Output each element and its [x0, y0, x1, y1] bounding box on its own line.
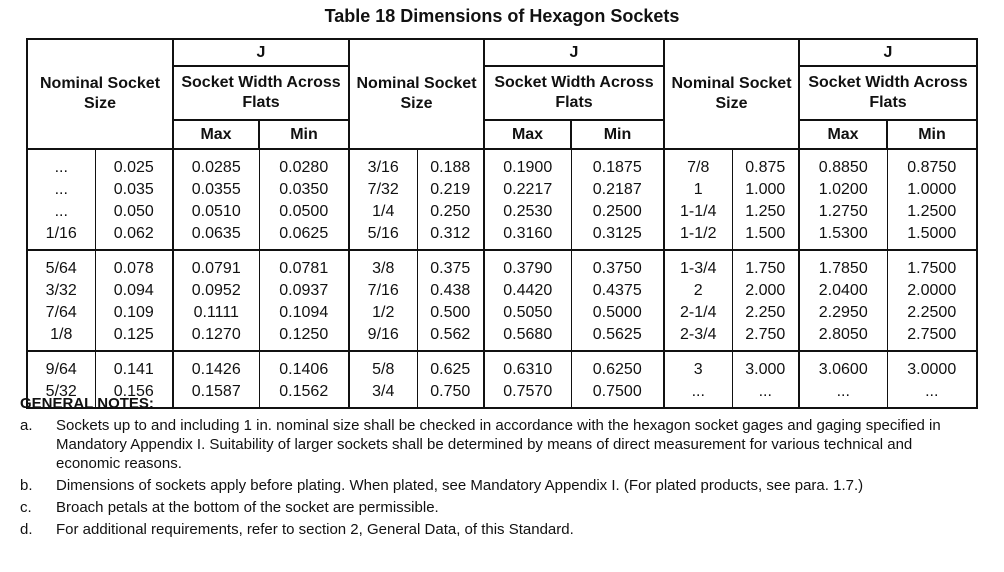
- table-row: [27, 149, 977, 179]
- table-row: [27, 351, 977, 381]
- socket-width-header: Socket Width Across Flats: [484, 66, 664, 120]
- nominal-fraction-cell: 3/32: [27, 280, 95, 302]
- width-min-cell: 0.0625: [259, 223, 349, 250]
- nominal-decimal-cell: 0.188: [417, 149, 484, 179]
- nominal-decimal-cell: 0.141: [95, 351, 173, 381]
- width-max-cell: 0.0355: [173, 179, 259, 201]
- nominal-decimal-cell: 0.312: [417, 223, 484, 250]
- width-min-cell: 2.2500: [887, 302, 977, 324]
- width-min-cell: 0.1562: [259, 381, 349, 408]
- nominal-fraction-cell: 3: [664, 351, 732, 381]
- width-max-cell: 0.3790: [484, 250, 571, 280]
- width-max-cell: 0.3160: [484, 223, 571, 250]
- note-item: [20, 498, 980, 517]
- socket-width-header: Socket Width Across Flats: [799, 66, 977, 120]
- nominal-decimal-cell: 1.000: [732, 179, 799, 201]
- width-max-cell: 1.2750: [799, 201, 887, 223]
- nominal-decimal-cell: 0.750: [417, 381, 484, 408]
- width-min-cell: 2.7500: [887, 324, 977, 351]
- note-item: [20, 416, 980, 473]
- note-letter: a.: [20, 417, 33, 434]
- width-max-cell: 0.1587: [173, 381, 259, 408]
- socket-width-header: Socket Width Across Flats: [173, 66, 349, 120]
- width-min-cell: 0.5000: [571, 302, 664, 324]
- nominal-decimal-cell: 0.109: [95, 302, 173, 324]
- nominal-fraction-cell: 1-3/4: [664, 250, 732, 280]
- nominal-decimal-cell: 0.625: [417, 351, 484, 381]
- nominal-fraction-cell: 2-3/4: [664, 324, 732, 351]
- width-max-cell: 0.2217: [484, 179, 571, 201]
- width-min-cell: 1.0000: [887, 179, 977, 201]
- nominal-fraction-cell: 9/16: [349, 324, 417, 351]
- nominal-decimal-cell: 2.000: [732, 280, 799, 302]
- width-max-cell: 0.5050: [484, 302, 571, 324]
- width-min-cell: 0.2187: [571, 179, 664, 201]
- j-header: J: [799, 39, 977, 66]
- table-row: [27, 250, 977, 280]
- nominal-fraction-cell: 2-1/4: [664, 302, 732, 324]
- nominal-fraction-cell: 1/2: [349, 302, 417, 324]
- width-min-cell: 1.2500: [887, 201, 977, 223]
- width-min-cell: 0.0280: [259, 149, 349, 179]
- nominal-fraction-cell: 1/4: [349, 201, 417, 223]
- nominal-decimal-cell: 0.375: [417, 250, 484, 280]
- nominal-fraction-cell: ...: [664, 381, 732, 408]
- nominal-fraction-cell: 3/4: [349, 381, 417, 408]
- nominal-fraction-cell: 5/32: [27, 381, 95, 408]
- width-min-cell: 0.4375: [571, 280, 664, 302]
- width-max-cell: 0.1270: [173, 324, 259, 351]
- nominal-fraction-cell: 7/64: [27, 302, 95, 324]
- notes-heading: GENERAL NOTES:: [20, 395, 154, 412]
- width-min-cell: 0.1875: [571, 149, 664, 179]
- width-min-cell: 0.5625: [571, 324, 664, 351]
- nominal-decimal-cell: 0.078: [95, 250, 173, 280]
- min-header: Min: [259, 120, 349, 149]
- note-item: [20, 476, 980, 495]
- table-row: [27, 302, 977, 324]
- width-max-cell: 0.1426: [173, 351, 259, 381]
- nominal-fraction-cell: 5/8: [349, 351, 417, 381]
- width-max-cell: 0.0510: [173, 201, 259, 223]
- width-min-cell: 2.0000: [887, 280, 977, 302]
- table-row: [27, 179, 977, 201]
- nominal-size-header: Nominal Socket Size: [27, 39, 173, 149]
- width-max-cell: 0.0635: [173, 223, 259, 250]
- width-min-cell: 3.0000: [887, 351, 977, 381]
- width-max-cell: 1.5300: [799, 223, 887, 250]
- width-max-cell: 1.7850: [799, 250, 887, 280]
- nominal-fraction-cell: 7/8: [664, 149, 732, 179]
- nominal-decimal-cell: 0.156: [95, 381, 173, 408]
- nominal-decimal-cell: 0.035: [95, 179, 173, 201]
- nominal-decimal-cell: 1.500: [732, 223, 799, 250]
- width-min-cell: 0.0350: [259, 179, 349, 201]
- nominal-decimal-cell: 0.438: [417, 280, 484, 302]
- note-text: For additional requirements, refer to section 2, General Data, of this Standard.: [56, 521, 574, 538]
- nominal-decimal-cell: 0.250: [417, 201, 484, 223]
- nominal-fraction-cell: 3/8: [349, 250, 417, 280]
- nominal-fraction-cell: 2: [664, 280, 732, 302]
- nominal-decimal-cell: 0.125: [95, 324, 173, 351]
- nominal-fraction-cell: 1-1/2: [664, 223, 732, 250]
- width-max-cell: 2.8050: [799, 324, 887, 351]
- max-header: Max: [484, 120, 571, 149]
- nominal-fraction-cell: ...: [27, 201, 95, 223]
- j-header: J: [484, 39, 664, 66]
- width-max-cell: 0.0791: [173, 250, 259, 280]
- width-min-cell: 0.8750: [887, 149, 977, 179]
- max-header: Max: [173, 120, 259, 149]
- note-letter: d.: [20, 521, 33, 538]
- nominal-size-header: Nominal Socket Size: [664, 39, 799, 149]
- nominal-decimal-cell: 0.025: [95, 149, 173, 179]
- table-row: [27, 223, 977, 250]
- min-header: Min: [887, 120, 977, 149]
- nominal-decimal-cell: 0.562: [417, 324, 484, 351]
- table-body: [27, 149, 977, 408]
- nominal-decimal-cell: ...: [732, 381, 799, 408]
- width-max-cell: 0.2530: [484, 201, 571, 223]
- width-min-cell: 0.0500: [259, 201, 349, 223]
- width-max-cell: 0.4420: [484, 280, 571, 302]
- width-min-cell: 1.5000: [887, 223, 977, 250]
- width-min-cell: 1.7500: [887, 250, 977, 280]
- width-max-cell: 0.0285: [173, 149, 259, 179]
- note-letter: c.: [20, 499, 32, 516]
- width-min-cell: 0.6250: [571, 351, 664, 381]
- width-max-cell: 0.6310: [484, 351, 571, 381]
- general-notes: [20, 394, 980, 542]
- width-min-cell: 0.3125: [571, 223, 664, 250]
- width-max-cell: 0.5680: [484, 324, 571, 351]
- nominal-fraction-cell: 7/16: [349, 280, 417, 302]
- width-max-cell: 0.7570: [484, 381, 571, 408]
- nominal-fraction-cell: 1-1/4: [664, 201, 732, 223]
- width-max-cell: 0.1111: [173, 302, 259, 324]
- nominal-decimal-cell: 2.750: [732, 324, 799, 351]
- width-max-cell: 0.0952: [173, 280, 259, 302]
- table-row: [27, 201, 977, 223]
- width-max-cell: 0.1900: [484, 149, 571, 179]
- nominal-decimal-cell: 1.750: [732, 250, 799, 280]
- width-max-cell: 3.0600: [799, 351, 887, 381]
- width-min-cell: 0.3750: [571, 250, 664, 280]
- table-row: [27, 324, 977, 351]
- nominal-fraction-cell: ...: [27, 179, 95, 201]
- nominal-fraction-cell: 1/8: [27, 324, 95, 351]
- width-max-cell: 1.0200: [799, 179, 887, 201]
- width-max-cell: 2.0400: [799, 280, 887, 302]
- nominal-fraction-cell: 5/64: [27, 250, 95, 280]
- nominal-size-header: Nominal Socket Size: [349, 39, 484, 149]
- width-min-cell: 0.1406: [259, 351, 349, 381]
- nominal-fraction-cell: 9/64: [27, 351, 95, 381]
- nominal-decimal-cell: 0.094: [95, 280, 173, 302]
- width-min-cell: 0.7500: [571, 381, 664, 408]
- note-text: Sockets up to and including 1 in. nominal size shall be checked in accordance with the hexagon socket gages and gaging specified in Mandatory Appendix I. Suitability of larger sockets shall be determined by means of direct measurement for various technical and economic reasons.: [56, 417, 941, 472]
- min-header: Min: [571, 120, 664, 149]
- width-min-cell: 0.1094: [259, 302, 349, 324]
- nominal-fraction-cell: 1: [664, 179, 732, 201]
- nominal-decimal-cell: 0.875: [732, 149, 799, 179]
- nominal-fraction-cell: ...: [27, 149, 95, 179]
- width-max-cell: ...: [799, 381, 887, 408]
- width-max-cell: 0.8850: [799, 149, 887, 179]
- note-text: Dimensions of sockets apply before plating. When plated, see Mandatory Appendix I. (For plated products, see para. 1.7.): [56, 477, 864, 494]
- width-min-cell: ...: [887, 381, 977, 408]
- j-header: J: [173, 39, 349, 66]
- nominal-decimal-cell: 0.050: [95, 201, 173, 223]
- note-text: Broach petals at the bottom of the socket are permissible.: [56, 499, 439, 516]
- width-min-cell: 0.1250: [259, 324, 349, 351]
- note-letter: b.: [20, 477, 33, 494]
- max-header: Max: [799, 120, 887, 149]
- width-min-cell: 0.0937: [259, 280, 349, 302]
- width-min-cell: 0.0781: [259, 250, 349, 280]
- table-title: Table 18 Dimensions of Hexagon Sockets: [324, 6, 680, 26]
- width-max-cell: 2.2950: [799, 302, 887, 324]
- hexagon-socket-table: [26, 38, 978, 409]
- width-min-cell: 0.2500: [571, 201, 664, 223]
- nominal-decimal-cell: 0.219: [417, 179, 484, 201]
- nominal-fraction-cell: 5/16: [349, 223, 417, 250]
- nominal-decimal-cell: 1.250: [732, 201, 799, 223]
- nominal-fraction-cell: 7/32: [349, 179, 417, 201]
- note-item: [20, 520, 980, 539]
- table-row: [27, 280, 977, 302]
- nominal-fraction-cell: 3/16: [349, 149, 417, 179]
- nominal-decimal-cell: 2.250: [732, 302, 799, 324]
- nominal-decimal-cell: 3.000: [732, 351, 799, 381]
- nominal-decimal-cell: 0.062: [95, 223, 173, 250]
- nominal-fraction-cell: 1/16: [27, 223, 95, 250]
- nominal-decimal-cell: 0.500: [417, 302, 484, 324]
